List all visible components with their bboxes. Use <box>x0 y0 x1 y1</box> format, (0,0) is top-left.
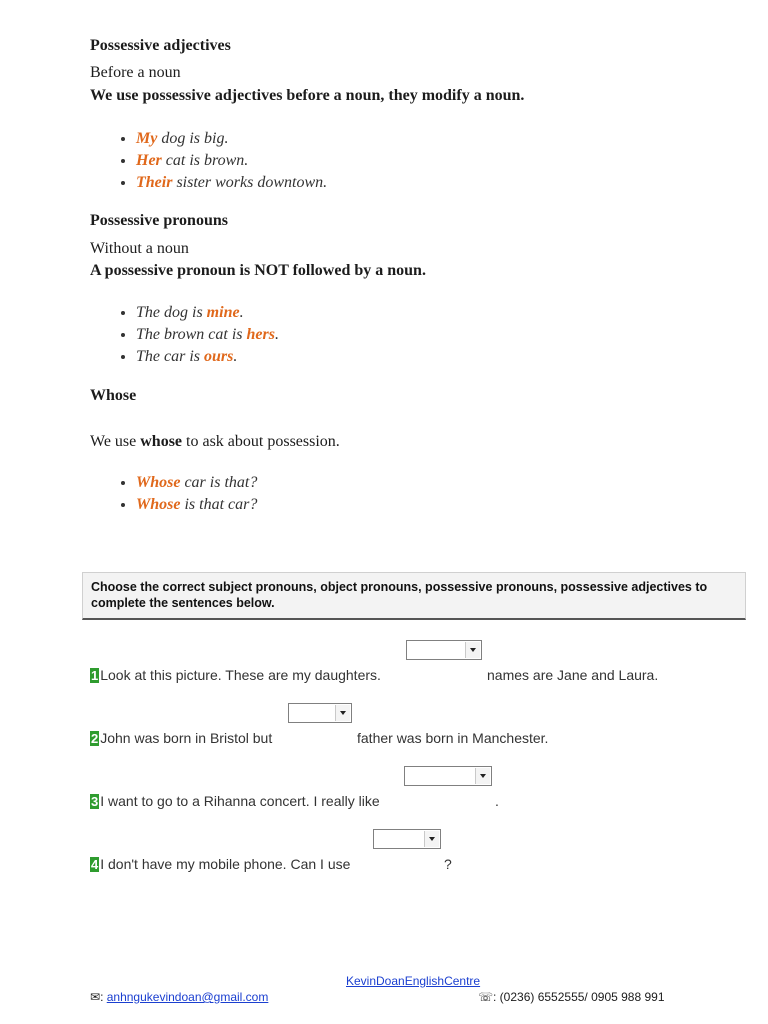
example-item <box>136 128 327 150</box>
question-number: 2 <box>91 731 99 746</box>
rule-whose <box>90 433 340 451</box>
example-item <box>136 150 327 172</box>
question-1-after: names are Jane and Laura. <box>487 667 659 683</box>
email-link[interactable]: anhngukevindoan@gmail.com <box>106 990 269 1004</box>
highlight-word: ours <box>204 348 234 365</box>
rule-pronouns: A possessive pronoun is NOT followed by a noun. <box>90 262 426 279</box>
example-text: . <box>233 348 238 365</box>
question-text: I want to go to a Rihanna concert. I really like <box>100 793 380 809</box>
highlight-word: Whose <box>136 496 181 513</box>
question-2-after: father was born in Manchester. <box>357 730 549 746</box>
rule-adjectives: We use possessive adjectives before a noun, they modify a noun. <box>90 87 525 104</box>
question-2 <box>90 730 272 746</box>
example-item <box>136 172 327 194</box>
chevron-down-icon <box>424 831 439 847</box>
footer-email <box>90 990 268 1004</box>
example-text: car is that? <box>180 474 258 491</box>
chevron-down-icon <box>475 768 490 784</box>
highlight-word: Her <box>136 152 162 169</box>
highlight-word: hers <box>246 326 275 343</box>
examples-adjectives <box>90 128 327 194</box>
highlight-word: mine <box>206 304 240 321</box>
example-text: . <box>239 304 244 321</box>
example-item <box>136 472 257 494</box>
example-text: dog is big. <box>157 130 229 147</box>
highlight-word: Their <box>136 174 173 191</box>
highlight-word: Whose <box>136 474 181 491</box>
email-icon: ✉ <box>90 990 101 1004</box>
subtitle-pronouns: Without a noun <box>90 240 189 257</box>
example-text: The brown cat is <box>136 326 247 343</box>
question-text: I don't have my mobile phone. Can I use <box>100 856 351 872</box>
question-number: 3 <box>91 794 99 809</box>
phone-number: : (0236) 6552555/ 0905 988 991 <box>493 990 665 1004</box>
answer-select-4[interactable] <box>373 829 441 849</box>
question-3 <box>90 793 380 809</box>
section-title-adjectives: Possessive adjectives <box>90 37 231 54</box>
exercise-instruction: Choose the correct subject pronouns, object pronouns, possessive pronouns, possessive adjectives to complete the sentences below. <box>82 572 746 620</box>
question-4-after: ? <box>444 856 452 872</box>
footer-phone <box>478 990 665 1004</box>
example-item <box>136 324 279 346</box>
footer-brand <box>346 974 480 988</box>
section-title-whose: Whose <box>90 387 137 404</box>
example-text: is that car? <box>180 496 258 513</box>
example-text: The dog is <box>136 304 207 321</box>
question-4 <box>90 856 350 872</box>
chevron-down-icon <box>335 705 350 721</box>
answer-select-1[interactable] <box>406 640 482 660</box>
phone-icon: ☏ <box>478 990 494 1004</box>
example-text: . <box>274 326 279 343</box>
rule-text: We use <box>90 433 141 450</box>
examples-whose <box>90 472 257 516</box>
rule-text: to ask about possession. <box>182 433 340 450</box>
section-title-pronouns: Possessive pronouns <box>90 212 228 229</box>
chevron-down-icon <box>465 642 480 658</box>
question-1 <box>90 667 381 683</box>
question-number: 1 <box>91 668 99 683</box>
email-separator: : <box>100 990 107 1004</box>
example-item <box>136 346 279 368</box>
answer-select-3[interactable] <box>404 766 492 786</box>
subtitle-adjectives: Before a noun <box>90 64 181 81</box>
question-3-after: . <box>495 793 499 809</box>
question-text: Look at this picture. These are my daughters. <box>100 667 381 683</box>
example-item <box>136 302 279 324</box>
question-text: John was born in Bristol but <box>100 730 273 746</box>
example-item <box>136 494 257 516</box>
examples-pronouns <box>90 302 279 368</box>
highlight-word: My <box>136 130 158 147</box>
question-number: 4 <box>91 857 99 872</box>
rule-keyword: whose <box>140 433 183 450</box>
brand-link[interactable]: KevinDoanEnglishCentre <box>346 974 481 988</box>
example-text: sister works downtown. <box>172 174 328 191</box>
answer-select-2[interactable] <box>288 703 352 723</box>
example-text: cat is brown. <box>161 152 249 169</box>
example-text: The car is <box>136 348 204 365</box>
